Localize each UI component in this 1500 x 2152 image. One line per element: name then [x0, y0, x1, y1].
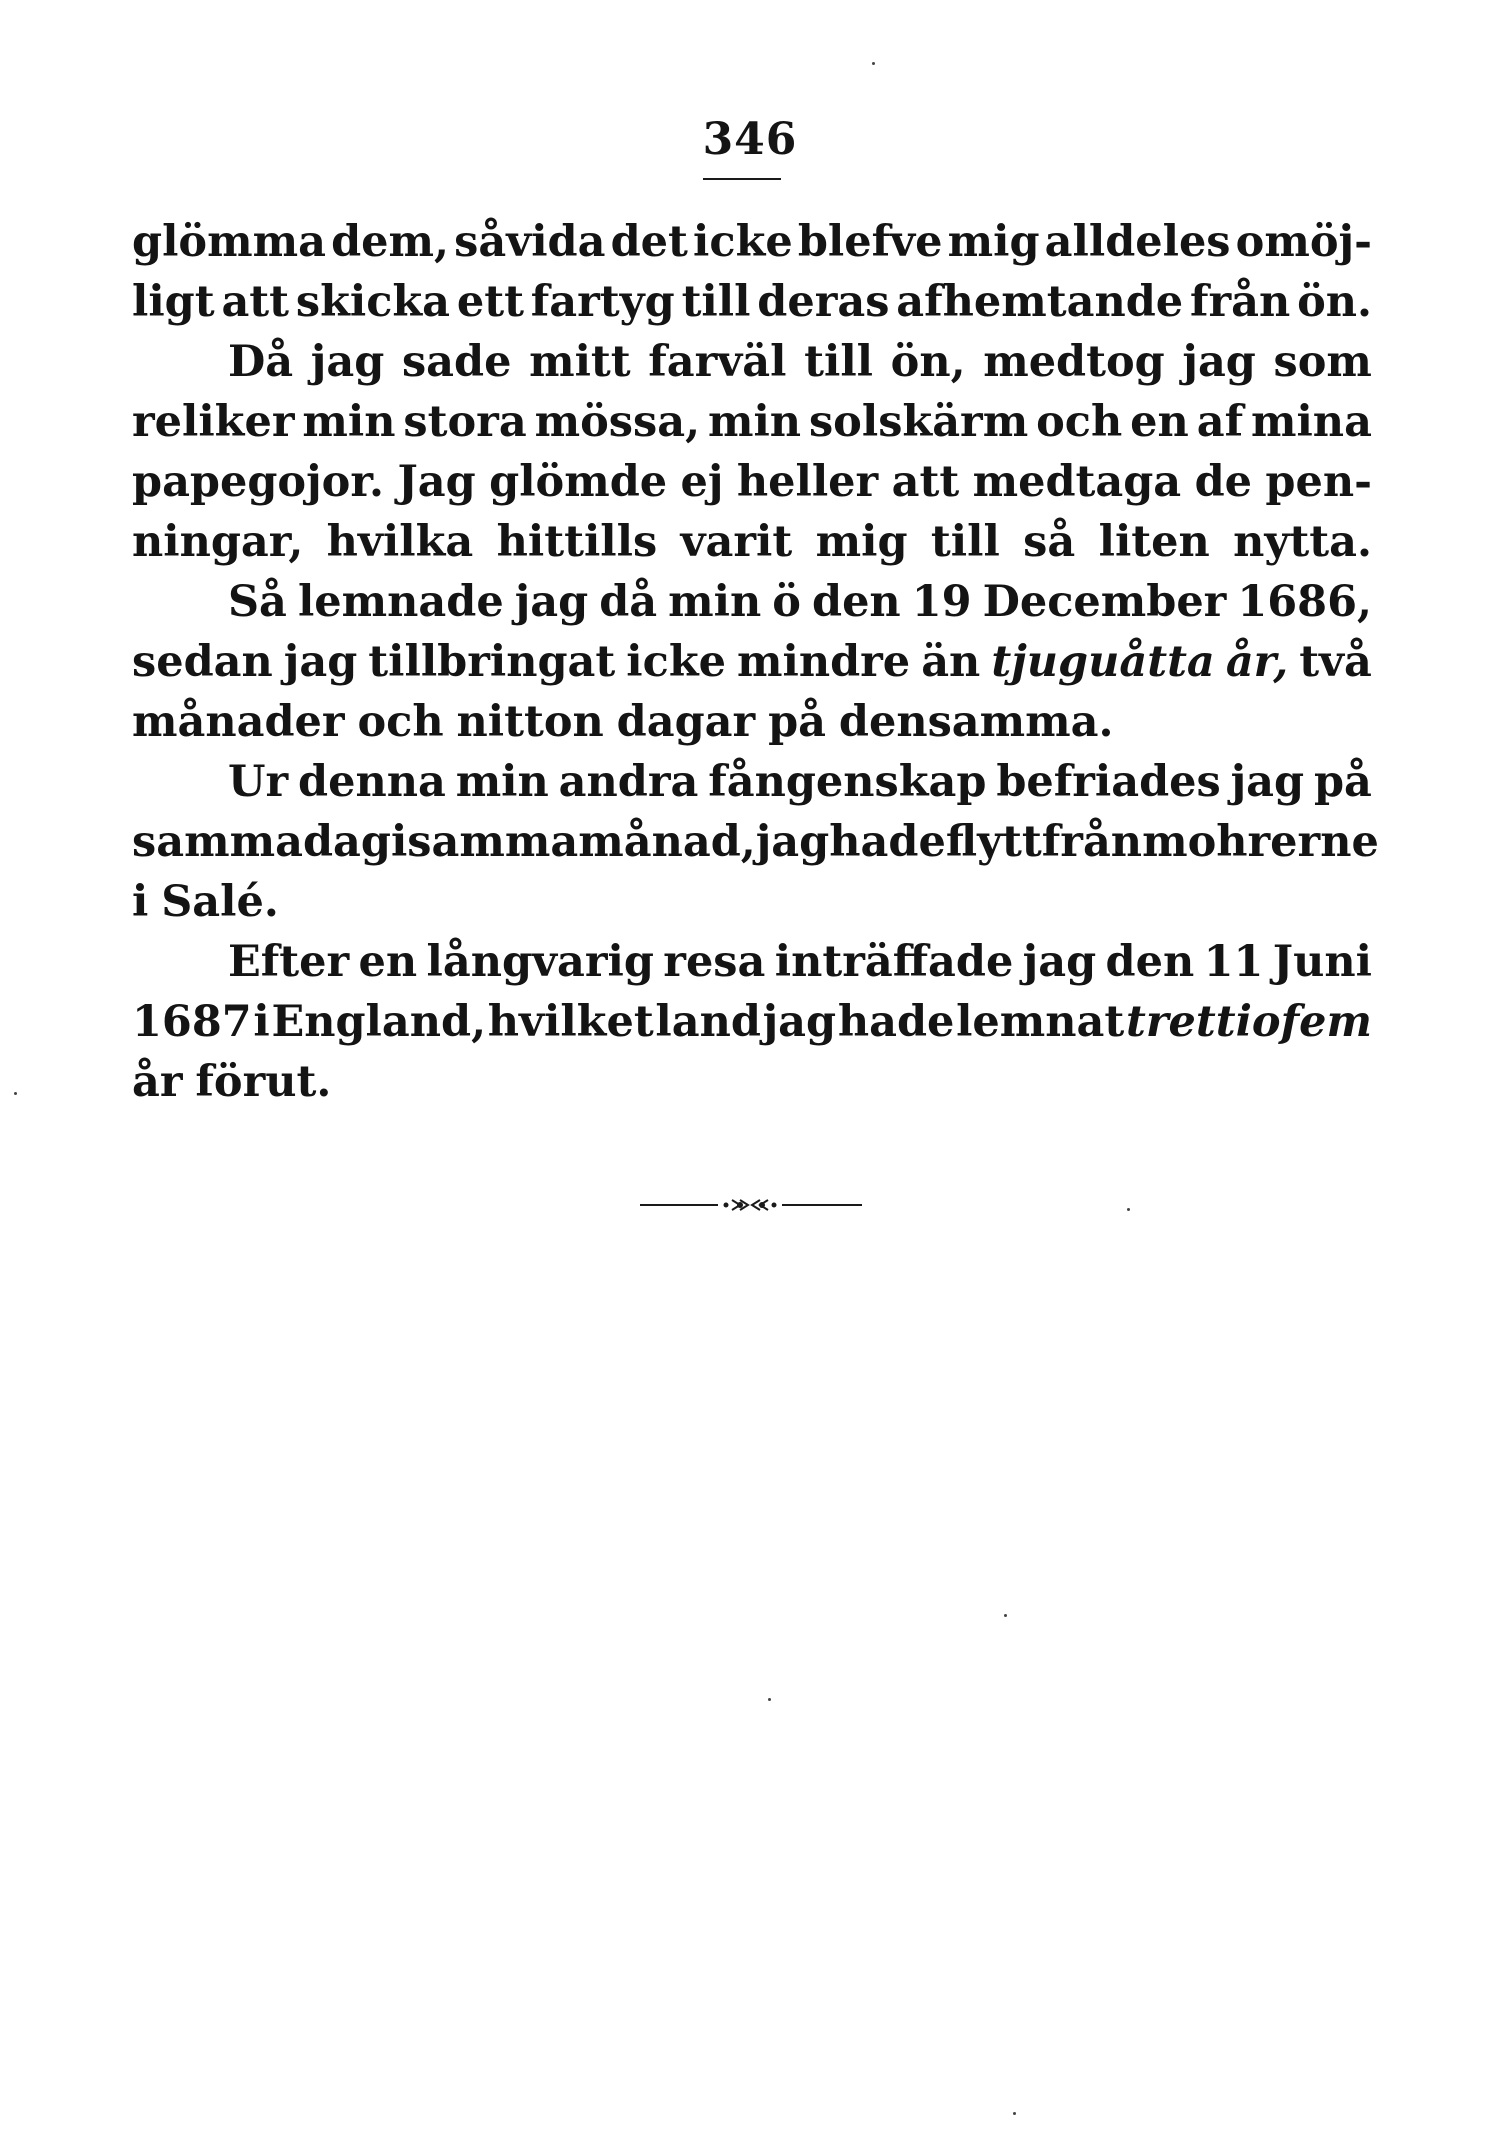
paragraph-start-line: Ur denna min andra fångenskap befriades jag på: [228, 757, 1372, 807]
text-line: reliker min stora mössa, min solskärm och en af mina: [132, 397, 1372, 447]
page-number: 346: [702, 114, 798, 165]
text-line: ningar, hvilka hittills varit mig till så liten nytta.: [132, 517, 1372, 567]
scan-speck: [1127, 1208, 1130, 1211]
text-line: månader och nitton dagar på densamma.: [132, 697, 1114, 747]
text-line: sedan jag tillbringat icke mindre än tjuguåtta år, två: [132, 637, 1372, 687]
text-line: papegojor. Jag glömde ej heller att medtaga de pen-: [132, 457, 1372, 507]
text-line: 1687 i England, hvilket land jag hade lemnat trettiofem: [132, 997, 1372, 1047]
scan-speck: [1013, 2112, 1016, 2115]
page-number-rule: [703, 178, 781, 180]
scan-speck: [1004, 1614, 1007, 1617]
text-line: samma dag i samma månad, jag hade flytt från mohrerne: [132, 817, 1379, 867]
paragraph-start-line: Efter en långvarig resa inträffade jag den 11 Juni: [228, 937, 1372, 987]
scan-speck: [768, 1698, 771, 1701]
text-line: år förut.: [132, 1057, 332, 1107]
body-text: [132, 212, 1379, 1112]
text-line: i Salé.: [132, 877, 279, 927]
scan-speck: [14, 1092, 17, 1095]
text-line: glömma dem, såvida det icke blefve mig alldeles omöj-: [132, 217, 1372, 267]
section-end-ornament: [640, 1198, 862, 1212]
scan-speck: [872, 62, 875, 65]
text-line: ligt att skicka ett fartyg till deras afhemtande från ön.: [132, 277, 1372, 327]
paragraph-start-line: Då jag sade mitt farväl till ön, medtog jag som: [228, 337, 1372, 387]
paragraph-start-line: Så lemnade jag då min ö den 19 December 1686,: [228, 577, 1372, 627]
